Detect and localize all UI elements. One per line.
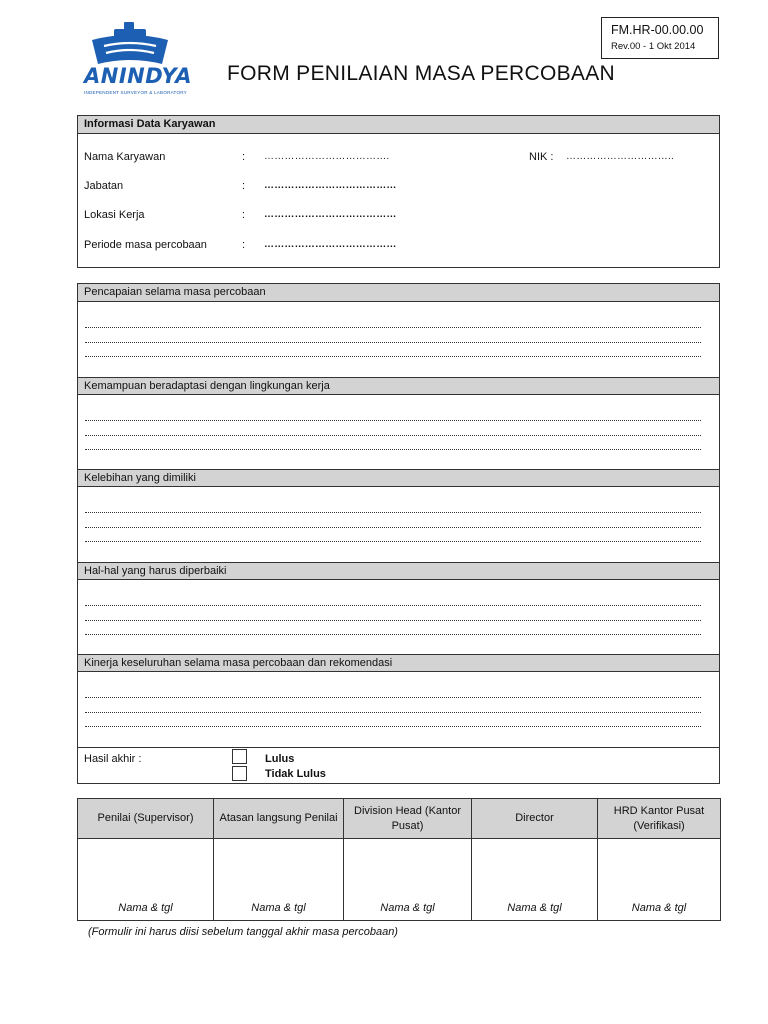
logo-tagline: INDEPENDENT SURVEYOR & LABORATORY — [84, 90, 187, 95]
section-heading: Kelebihan yang dimiliki — [78, 469, 719, 487]
signature-header-hrd: HRD Kantor Pusat (Verifikasi) — [598, 799, 721, 839]
lulus-option-label: Lulus — [265, 753, 295, 765]
signature-header-director: Director — [472, 799, 598, 839]
write-line[interactable] — [85, 696, 701, 698]
signature-header-supervisor: Penilai (Supervisor) — [78, 799, 214, 839]
field-colon: : — [242, 151, 246, 163]
employee-info-section — [77, 115, 720, 268]
lulus-checkbox[interactable] — [232, 749, 247, 764]
field-colon: : — [242, 180, 246, 192]
write-line[interactable] — [85, 448, 701, 450]
company-logo — [84, 20, 192, 102]
signature-row — [78, 839, 721, 921]
write-line[interactable] — [85, 355, 701, 357]
section-heading: Pencapaian selama masa percobaan — [78, 284, 719, 302]
write-line[interactable] — [85, 604, 701, 606]
signature-cell-atasan[interactable]: Nama & tgl — [214, 839, 344, 921]
signature-cell-hrd[interactable]: Nama & tgl — [598, 839, 721, 921]
field-input-nama[interactable]: ………………………………. — [264, 151, 390, 162]
field-label-jabatan: Jabatan — [84, 180, 124, 192]
write-line[interactable] — [85, 526, 701, 528]
result-label: Hasil akhir : — [84, 753, 142, 765]
footer-note: (Formulir ini harus diisi sebelum tanggal akhir masa percobaan) — [88, 926, 398, 938]
field-colon: : — [242, 239, 246, 251]
page-title-text: FORM PENILAIAN MASA PERCOBAAN — [227, 62, 615, 85]
write-line[interactable] — [85, 540, 701, 542]
signature-header-row — [78, 799, 721, 839]
section-heading: Kinerja keseluruhan selama masa percobaan dan rekomendasi — [78, 654, 719, 672]
section-heading: Hal-hal yang harus diperbaiki — [78, 562, 719, 580]
form-code: FM.HR-00.00.00 — [611, 23, 704, 37]
write-line[interactable] — [85, 434, 701, 436]
form-revision: Rev.00 - 1 Okt 2014 — [611, 41, 696, 52]
section-perbaikan — [78, 562, 719, 655]
result-row — [78, 747, 719, 784]
signature-cell-director[interactable]: Nama & tgl — [472, 839, 598, 921]
ship-logo-icon — [84, 20, 176, 68]
signature-cell-supervisor[interactable]: Nama & tgl — [78, 839, 214, 921]
section-kinerja — [78, 654, 719, 747]
assessment-section — [77, 283, 720, 784]
section-pencapaian — [78, 284, 719, 377]
field-label-nik: NIK : — [529, 151, 554, 163]
field-label-periode: Periode masa percobaan — [84, 239, 207, 251]
write-line[interactable] — [85, 419, 701, 421]
write-line[interactable] — [85, 725, 701, 727]
employee-info-heading: Informasi Data Karyawan — [78, 116, 719, 134]
write-line[interactable] — [85, 326, 701, 328]
signature-header-atasan: Atasan langsung Penilai — [214, 799, 344, 839]
field-input-nik[interactable]: ………………………….. — [566, 151, 674, 162]
signature-cell-division-head[interactable]: Nama & tgl — [344, 839, 472, 921]
write-line[interactable] — [85, 633, 701, 635]
page-title — [0, 62, 768, 86]
field-input-jabatan[interactable]: ………………………………… — [264, 180, 397, 191]
write-line[interactable] — [85, 619, 701, 621]
field-input-lokasi[interactable]: ………………………………… — [264, 209, 397, 220]
write-line[interactable] — [85, 511, 701, 513]
tidak-lulus-option-label: Tidak Lulus — [265, 768, 326, 780]
section-adaptasi — [78, 377, 719, 470]
field-colon: : — [242, 209, 246, 221]
signature-header-division-head: Division Head (Kantor Pusat) — [344, 799, 472, 839]
field-label-nama: Nama Karyawan — [84, 151, 166, 163]
write-line[interactable] — [85, 711, 701, 713]
field-label-lokasi: Lokasi Kerja — [84, 209, 145, 221]
section-kelebihan — [78, 469, 719, 562]
form-code-box — [601, 17, 719, 59]
section-heading: Kemampuan beradaptasi dengan lingkungan kerja — [78, 377, 719, 395]
logo-wordmark: ANINDYA — [84, 64, 192, 88]
tidak-lulus-checkbox[interactable] — [232, 766, 247, 781]
signature-table — [77, 798, 721, 921]
field-input-periode[interactable]: ………………………………… — [264, 239, 397, 250]
write-line[interactable] — [85, 341, 701, 343]
